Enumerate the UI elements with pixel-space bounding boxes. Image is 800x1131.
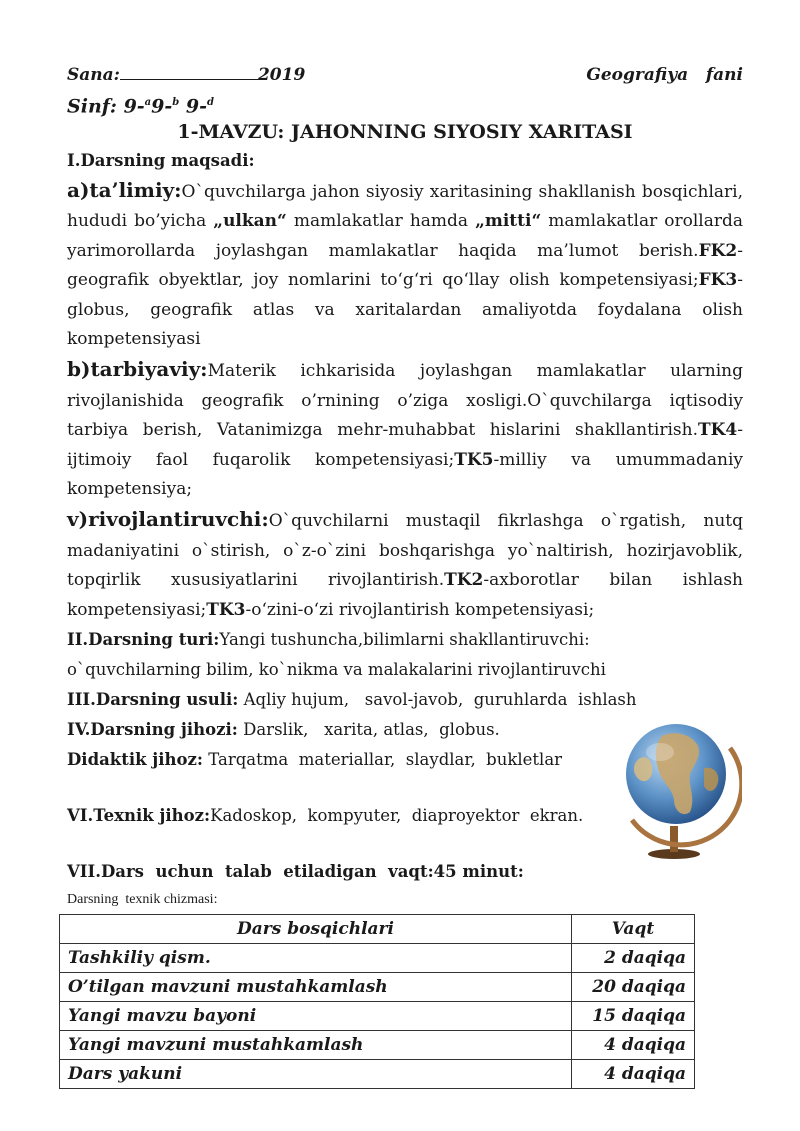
table-row (60, 1060, 695, 1089)
goal-bold: FK2 (698, 240, 738, 261)
time-cell: 20 daqiqa (572, 973, 695, 1002)
time-cell: 4 daqiqa (572, 1031, 695, 1060)
stage-cell: Dars yakuni (60, 1060, 572, 1089)
goal-text: -ijtimoiy faol fuqarolik kompetensiyasi; (67, 420, 743, 470)
goal-upbringing (67, 355, 743, 505)
goal-text: Materik ichkarisida joylashgan mamlakatlar ularning rivojlanishida geografik o’rnining o’ziga xosligi.O`quvchilarga iqtisodiy tarbiya berish, Vatanimizga mehr-muhabbat hislarini shakllantirish. (67, 361, 743, 441)
lesson-method-label: III.Darsning usuli: (67, 690, 239, 710)
stage-cell: O’tilgan mavzuni mustahkamlash (60, 973, 572, 1002)
goal-text: -globus, geografik atlas va xaritalardan amaliyotda foydalana olish kompetensiyasi (67, 270, 743, 350)
goal-lead: a)ta’limiy: (67, 177, 182, 202)
goal-bold: FK3 (698, 270, 738, 291)
lesson-type (67, 625, 743, 655)
goal-text: -geografik obyektlar, joy nomlarini to‘g‘ri qo‘llay olish kompetensiyasi; (67, 240, 743, 291)
column-header: Vaqt (572, 915, 695, 944)
lesson-method-value: Aqliy hujum, savol-javob, guruhlarda ishlash (238, 690, 637, 710)
year: 2019 (257, 65, 306, 85)
page-title: 1-MAVZU: JAHONNING SIYOSIY XARITASI (177, 121, 633, 143)
goal-text: mamlakatlar orollarda yarimorollarda joylashgan mamlakatlar haqida ma’lumot berish. (67, 211, 743, 261)
subject: Geografiya fani (586, 65, 743, 85)
goal-text: -o‘zini-o‘zi rivojlantirish kompetensiyasi; (245, 599, 595, 620)
lesson-type-label: II.Darsning turi: (67, 630, 220, 650)
goal-text: mamlakatlar hamda (286, 211, 476, 232)
didactic-label: Didaktik jihoz: (67, 750, 204, 770)
goal-bold: TK3 (206, 599, 246, 620)
class-num: 9- (179, 95, 207, 118)
globe-icon (612, 708, 742, 860)
technical-label: VI.Texnik jihoz: (67, 806, 211, 826)
goal-bold: „ulkan“ (213, 211, 287, 232)
date-field (67, 62, 305, 88)
goal-lead: v)rivojlantiruvchi: (67, 507, 269, 532)
class-letter: a (144, 97, 152, 108)
stage-cell: Yangi mavzuni mustahkamlash (60, 1031, 572, 1060)
goal-text: O`quvchilarni mustaqil fikrlashga o`rgatish, nutq madaniyatini o`stirish, o`z-o`zini boshqarishga yo`naltirish, hozirjavoblik, topqirlik xususiyatlarini rivojlantirish. (67, 511, 743, 591)
class-line (67, 88, 743, 118)
class-letter: d (207, 97, 214, 108)
time-cell: 4 daqiqa (572, 1060, 695, 1089)
class-num: 9- (123, 95, 145, 118)
table-row (60, 944, 695, 973)
lesson-type-cont: o`quvchilarning bilim, ko`nikma va malakalarini rivojlantiruvchi (67, 660, 606, 680)
time-cell: 2 daqiqa (572, 944, 695, 973)
time-required: VII.Dars uchun talab etiladigan vaqt:45 minut: (67, 862, 524, 882)
table-header-row (60, 915, 695, 944)
lesson-type-value: Yangi tushuncha,bilimlarni shakllantiruvchi: (219, 630, 590, 650)
lesson-stages-table (59, 914, 695, 1089)
stage-cell: Yangi mavzu bayoni (60, 1002, 572, 1031)
goal-bold: TK5 (454, 449, 494, 470)
section-goals-heading: I.Darsning maqsadi: (67, 151, 255, 170)
class-letter: b (172, 97, 180, 108)
goal-text: -axborotlar bilan ishlash kompetensiyasi; (67, 570, 743, 620)
column-header: Dars bosqichlari (60, 915, 572, 944)
goal-bold: TK4 (697, 420, 738, 441)
technical-value: Kadoskop, kompyuter, diaproyektor ekran. (210, 806, 584, 826)
technical-scheme-label: Darsning texnik chizmasi: (67, 892, 218, 908)
goal-lead: b)tarbiyaviy: (67, 357, 208, 382)
table-row (60, 1031, 695, 1060)
goal-bold: „mitti“ (475, 211, 542, 232)
goal-text: O`quvchilarga jahon siyosiy xaritasining shakllanish bosqichlari, hududi bo’yicha (67, 181, 743, 232)
class-num: 9- (151, 95, 173, 118)
class-label: Sinf: (67, 95, 124, 118)
table-row (60, 1002, 695, 1031)
date-blank (120, 62, 258, 80)
lesson-equipment-label: IV.Darsning jihozi: (67, 720, 238, 740)
didactic-value: Tarqatma materiallar, slaydlar, bukletlar (203, 750, 563, 770)
date-label: Sana: (67, 65, 120, 85)
stage-cell: Tashkiliy qism. (60, 944, 572, 973)
goal-developmental (67, 505, 743, 625)
goal-text: -milliy va umummadaniy kompetensiya; (67, 449, 743, 500)
goal-bold: TK2 (444, 570, 484, 591)
header-row (67, 62, 743, 88)
time-cell: 15 daqiqa (572, 1002, 695, 1031)
lesson-equipment-value: Darslik, xarita, atlas, globus. (237, 720, 500, 740)
table-row (60, 973, 695, 1002)
goal-educational (67, 176, 743, 356)
